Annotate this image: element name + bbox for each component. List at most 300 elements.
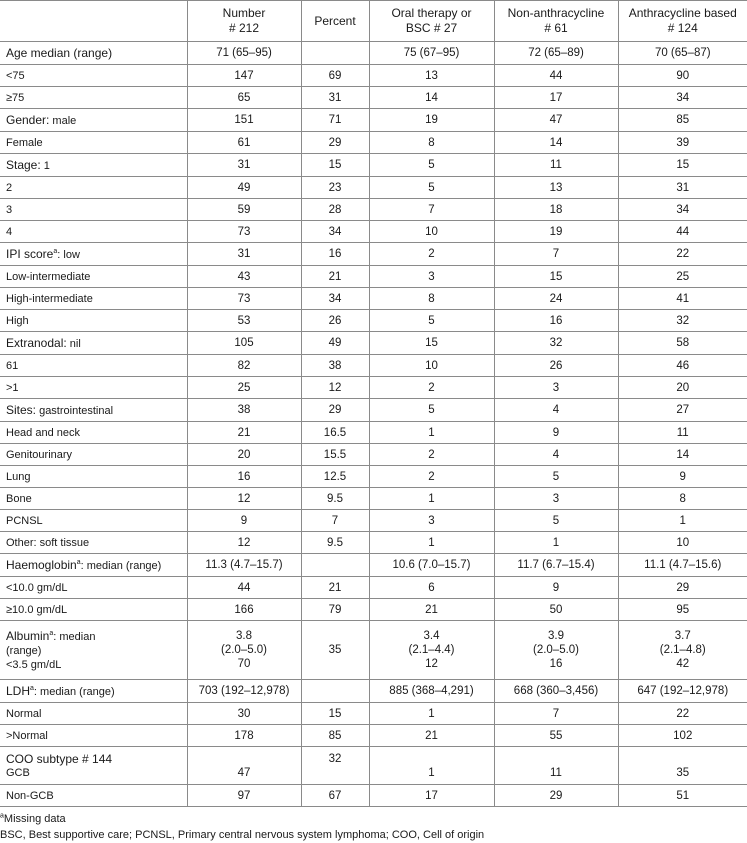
table-cell-line bbox=[501, 752, 612, 766]
table-cell: 55 bbox=[494, 725, 618, 747]
table-cell: 14 bbox=[369, 87, 494, 109]
table-cell: 5 bbox=[369, 177, 494, 199]
table-cell: 151 bbox=[187, 109, 301, 132]
table-header bbox=[0, 1, 747, 42]
table-cell: 79 bbox=[301, 599, 369, 621]
table-row-albumin bbox=[0, 621, 747, 680]
table-row bbox=[0, 177, 747, 199]
row-label-major: IPI score bbox=[6, 246, 54, 261]
table-cell-line: 70 bbox=[237, 658, 251, 670]
table-cell: 61 bbox=[187, 132, 301, 154]
row-label-minor: : median bbox=[53, 630, 96, 643]
row-label-minor: Lung bbox=[6, 470, 31, 483]
table-cell: 65 bbox=[187, 87, 301, 109]
table-cell: 34 bbox=[618, 199, 747, 221]
table-cell: 9 bbox=[187, 510, 301, 532]
row-label-minor: 4 bbox=[6, 225, 13, 238]
table-cell: 7 bbox=[494, 703, 618, 725]
row-label bbox=[0, 377, 187, 399]
row-label bbox=[0, 466, 187, 488]
table-cell: 668 (360–3,456) bbox=[494, 680, 618, 703]
row-label-major: Haemoglobin bbox=[6, 557, 77, 572]
table-cell: 29 bbox=[618, 577, 747, 599]
row-label bbox=[0, 680, 187, 703]
row-label bbox=[0, 266, 187, 288]
row-label-minor: ≥75 bbox=[6, 91, 25, 104]
row-label-minor: <10.0 gm/dL bbox=[6, 581, 68, 594]
table-row bbox=[0, 466, 747, 488]
table-cell bbox=[301, 554, 369, 577]
table-cell: 34 bbox=[301, 288, 369, 310]
row-label-minor: Non-GCB bbox=[6, 789, 54, 802]
table-cell: 34 bbox=[301, 221, 369, 243]
row-label-line bbox=[6, 629, 181, 644]
table-cell-line: 1 bbox=[428, 766, 435, 779]
row-label bbox=[0, 599, 187, 621]
footnote-marker: a bbox=[0, 812, 4, 820]
table-cell bbox=[301, 621, 369, 680]
table-row bbox=[0, 199, 747, 221]
table-cell: 9.5 bbox=[301, 488, 369, 510]
table-cell: 51 bbox=[618, 785, 747, 807]
table-cell: 12 bbox=[187, 532, 301, 554]
table-cell: 166 bbox=[187, 599, 301, 621]
table-cell: 1 bbox=[369, 703, 494, 725]
table-row bbox=[0, 725, 747, 747]
table-cell: 58 bbox=[618, 332, 747, 355]
table-row bbox=[0, 444, 747, 466]
row-label-minor: 61 bbox=[6, 359, 19, 372]
table-cell: 8 bbox=[369, 132, 494, 154]
row-label bbox=[0, 42, 187, 65]
column-header-line: BSC # 27 bbox=[405, 21, 458, 35]
row-label bbox=[0, 199, 187, 221]
table-cell: 11.3 (4.7–15.7) bbox=[187, 554, 301, 577]
table-row bbox=[0, 577, 747, 599]
table-cell-line: (2.1–4.4) bbox=[408, 644, 455, 656]
table-cell: 178 bbox=[187, 725, 301, 747]
row-label-line: <3.5 gm/dL bbox=[6, 658, 62, 671]
table-cell-line: 47 bbox=[237, 766, 251, 779]
table-cell: 90 bbox=[618, 65, 747, 87]
table-cell: 15 bbox=[369, 332, 494, 355]
table-cell bbox=[369, 621, 494, 680]
table-cell: 38 bbox=[187, 399, 301, 422]
table-cell-line: 3.4 bbox=[423, 630, 440, 642]
column-header-line: # 124 bbox=[667, 21, 698, 35]
footnote-marker: a bbox=[49, 629, 54, 637]
row-label bbox=[0, 132, 187, 154]
table-cell: 24 bbox=[494, 288, 618, 310]
row-label-major: Albumin bbox=[6, 628, 50, 643]
table-cell: 10 bbox=[369, 221, 494, 243]
table-row bbox=[0, 377, 747, 399]
table-row bbox=[0, 154, 747, 177]
table-row bbox=[0, 599, 747, 621]
table-row bbox=[0, 554, 747, 577]
row-label-minor: Genitourinary bbox=[6, 448, 73, 461]
table-cell: 3 bbox=[494, 377, 618, 399]
table-cell: 3 bbox=[494, 488, 618, 510]
table-cell: 5 bbox=[494, 466, 618, 488]
row-label-minor: <75 bbox=[6, 69, 25, 82]
table-row bbox=[0, 399, 747, 422]
row-label-minor: Normal bbox=[6, 707, 42, 720]
table-cell: 46 bbox=[618, 355, 747, 377]
table-cell: 29 bbox=[494, 785, 618, 807]
footnote-abbreviations: BSC, Best supportive care; PCNSL, Primary central nervous system lymphoma; COO, Cell of origin bbox=[0, 829, 485, 841]
table-cell: 72 (65–89) bbox=[494, 42, 618, 65]
table-cell: 1 bbox=[494, 532, 618, 554]
table-cell: 1 bbox=[369, 488, 494, 510]
row-label bbox=[0, 422, 187, 444]
row-label-minor: nil bbox=[66, 337, 81, 350]
table-row bbox=[0, 243, 747, 266]
table-cell: 21 bbox=[301, 266, 369, 288]
table-cell: 19 bbox=[369, 109, 494, 132]
table-cell: 20 bbox=[187, 444, 301, 466]
table-cell-line bbox=[308, 629, 363, 643]
table-cell: 21 bbox=[301, 577, 369, 599]
row-label bbox=[0, 554, 187, 577]
table-cell: 26 bbox=[494, 355, 618, 377]
table-cell: 85 bbox=[618, 109, 747, 132]
row-label-minor: Low-intermediate bbox=[6, 270, 91, 283]
table-cell: 49 bbox=[187, 177, 301, 199]
table-cell: 4 bbox=[494, 399, 618, 422]
column-header-line: Number bbox=[222, 6, 266, 20]
table-cell: 69 bbox=[301, 65, 369, 87]
table-row bbox=[0, 332, 747, 355]
table-cell: 9 bbox=[618, 466, 747, 488]
table-cell: 7 bbox=[494, 243, 618, 266]
column-header-4 bbox=[494, 1, 618, 42]
table-cell: 23 bbox=[301, 177, 369, 199]
row-label bbox=[0, 488, 187, 510]
table-cell: 2 bbox=[369, 444, 494, 466]
row-label-minor: Other: soft tissue bbox=[6, 536, 90, 549]
table-cell: 105 bbox=[187, 332, 301, 355]
table-cell: 147 bbox=[187, 65, 301, 87]
table-cell-line: 35 bbox=[676, 766, 690, 779]
table-cell: 44 bbox=[618, 221, 747, 243]
table-cell: 31 bbox=[618, 177, 747, 199]
row-label-minor: male bbox=[49, 114, 77, 127]
table-row bbox=[0, 355, 747, 377]
table-cell: 1 bbox=[369, 532, 494, 554]
row-label-minor: : median (range) bbox=[33, 685, 115, 698]
footnote-missing-data bbox=[0, 811, 747, 827]
table-cell: 13 bbox=[494, 177, 618, 199]
row-label-major: Stage: bbox=[6, 157, 41, 172]
table-cell: 16.5 bbox=[301, 422, 369, 444]
row-label bbox=[0, 725, 187, 747]
column-header-3 bbox=[369, 1, 494, 42]
table-cell: 647 (192–12,978) bbox=[618, 680, 747, 703]
row-label-major: COO subtype # 144 bbox=[6, 751, 113, 766]
row-label-minor: Bone bbox=[6, 492, 32, 505]
table-cell: 31 bbox=[187, 243, 301, 266]
table-cell: 75 (67–95) bbox=[369, 42, 494, 65]
table-cell: 32 bbox=[618, 310, 747, 332]
table-cell-line: 42 bbox=[676, 658, 690, 670]
row-label bbox=[0, 399, 187, 422]
table-cell: 5 bbox=[369, 399, 494, 422]
table-cell: 10 bbox=[369, 355, 494, 377]
column-header-1 bbox=[187, 1, 301, 42]
table-cell: 43 bbox=[187, 266, 301, 288]
table-cell: 14 bbox=[618, 444, 747, 466]
row-label-major: Age median (range) bbox=[6, 45, 113, 60]
table-cell: 17 bbox=[494, 87, 618, 109]
row-label bbox=[0, 577, 187, 599]
table-cell: 73 bbox=[187, 221, 301, 243]
table-cell: 102 bbox=[618, 725, 747, 747]
table-cell: 2 bbox=[369, 243, 494, 266]
row-label bbox=[0, 87, 187, 109]
column-header-line: # 212 bbox=[228, 21, 260, 35]
table-cell-line: (2.0–5.0) bbox=[532, 644, 580, 656]
row-label-minor: Head and neck bbox=[6, 426, 80, 439]
column-header-line: Oral therapy or bbox=[391, 6, 472, 20]
row-label-minor: 3 bbox=[6, 203, 13, 216]
row-label-minor: PCNSL bbox=[6, 514, 43, 527]
table-cell: 9.5 bbox=[301, 532, 369, 554]
table-cell: 885 (368–4,291) bbox=[369, 680, 494, 703]
table-cell: 15 bbox=[494, 266, 618, 288]
table-cell-line: (2.0–5.0) bbox=[220, 644, 268, 656]
row-label bbox=[0, 747, 187, 785]
table-cell-line: 16 bbox=[549, 658, 563, 670]
table-cell-line bbox=[376, 752, 488, 766]
table-cell: 5 bbox=[369, 154, 494, 177]
table-cell: 47 bbox=[494, 109, 618, 132]
table-row bbox=[0, 87, 747, 109]
table-cell: 22 bbox=[618, 243, 747, 266]
row-label-minor: : low bbox=[57, 248, 80, 261]
row-label bbox=[0, 177, 187, 199]
table-cell: 16 bbox=[187, 466, 301, 488]
table-cell: 14 bbox=[494, 132, 618, 154]
table-cell: 41 bbox=[618, 288, 747, 310]
table-cell: 30 bbox=[187, 703, 301, 725]
table-cell bbox=[301, 747, 369, 785]
row-label-minor: gastrointestinal bbox=[36, 404, 114, 417]
table-cell: 18 bbox=[494, 199, 618, 221]
row-label bbox=[0, 355, 187, 377]
table-body bbox=[0, 42, 747, 807]
row-label bbox=[0, 532, 187, 554]
table-cell: 95 bbox=[618, 599, 747, 621]
row-label-minor: Female bbox=[6, 136, 43, 149]
row-label-major: Gender: bbox=[6, 112, 50, 127]
row-label bbox=[0, 510, 187, 532]
table-row bbox=[0, 266, 747, 288]
table-cell: 17 bbox=[369, 785, 494, 807]
table-cell: 85 bbox=[301, 725, 369, 747]
table-cell: 26 bbox=[301, 310, 369, 332]
column-header-0 bbox=[0, 1, 187, 42]
table-cell: 11 bbox=[494, 154, 618, 177]
table-cell: 39 bbox=[618, 132, 747, 154]
table-cell: 38 bbox=[301, 355, 369, 377]
table-row bbox=[0, 703, 747, 725]
table-cell: 6 bbox=[369, 577, 494, 599]
column-header-line: Percent bbox=[314, 13, 356, 28]
table-row bbox=[0, 785, 747, 807]
table-cell: 97 bbox=[187, 785, 301, 807]
row-label-minor: >1 bbox=[6, 381, 19, 394]
table-cell: 11.7 (6.7–15.4) bbox=[494, 554, 618, 577]
table-cell bbox=[301, 680, 369, 703]
table-row bbox=[0, 488, 747, 510]
row-label-minor: ≥10.0 gm/dL bbox=[6, 603, 68, 616]
row-label-minor: >Normal bbox=[6, 729, 48, 742]
table-cell: 15 bbox=[301, 703, 369, 725]
footnote-marker: a bbox=[76, 558, 81, 566]
table-cell: 15 bbox=[618, 154, 747, 177]
table-cell: 13 bbox=[369, 65, 494, 87]
table-row bbox=[0, 42, 747, 65]
table-cell: 5 bbox=[494, 510, 618, 532]
row-label bbox=[0, 332, 187, 355]
footnote-marker: a bbox=[53, 247, 58, 255]
table-cell-line: (2.1–4.8) bbox=[659, 644, 706, 656]
row-label bbox=[0, 444, 187, 466]
table-cell: 22 bbox=[618, 703, 747, 725]
row-label bbox=[0, 109, 187, 132]
row-label-minor: GCB bbox=[6, 766, 30, 779]
table-cell: 32 bbox=[494, 332, 618, 355]
row-label-major: Sites: bbox=[6, 402, 37, 417]
row-label-major: LDH bbox=[6, 683, 31, 698]
table-cell: 82 bbox=[187, 355, 301, 377]
table-cell bbox=[187, 747, 301, 785]
table-cell: 21 bbox=[369, 599, 494, 621]
table-cell: 34 bbox=[618, 87, 747, 109]
table-cell: 19 bbox=[494, 221, 618, 243]
table-cell: 5 bbox=[369, 310, 494, 332]
row-label bbox=[0, 621, 187, 680]
table-cell: 11.1 (4.7–15.6) bbox=[618, 554, 747, 577]
table-cell: 44 bbox=[494, 65, 618, 87]
table-row bbox=[0, 288, 747, 310]
column-header-5 bbox=[618, 1, 747, 42]
table-cell-line: 3.7 bbox=[674, 630, 691, 642]
table-cell-line bbox=[308, 657, 363, 671]
table-cell: 29 bbox=[301, 132, 369, 154]
table-cell-line: 12 bbox=[425, 658, 438, 670]
footnotes bbox=[0, 811, 747, 843]
column-header-line: Anthracycline based bbox=[628, 6, 737, 20]
table-cell-line: 11 bbox=[550, 766, 562, 779]
table-row bbox=[0, 680, 747, 703]
table-cell-line bbox=[625, 752, 742, 766]
table-cell: 3 bbox=[369, 266, 494, 288]
table-cell: 12 bbox=[301, 377, 369, 399]
table-cell: 53 bbox=[187, 310, 301, 332]
table-cell-line: 35 bbox=[328, 644, 342, 656]
table-cell: 21 bbox=[369, 725, 494, 747]
table-cell: 73 bbox=[187, 288, 301, 310]
row-label bbox=[0, 785, 187, 807]
row-label-line: (range) bbox=[6, 644, 42, 657]
table-cell: 67 bbox=[301, 785, 369, 807]
table-cell: 71 (65–95) bbox=[187, 42, 301, 65]
column-header-line: # 61 bbox=[544, 21, 568, 35]
table-cell: 1 bbox=[618, 510, 747, 532]
row-label-minor: 2 bbox=[6, 181, 13, 194]
row-label-major: Extranodal: bbox=[6, 335, 67, 350]
table-cell: 8 bbox=[369, 288, 494, 310]
table-cell bbox=[618, 747, 747, 785]
table-row bbox=[0, 65, 747, 87]
table-cell bbox=[369, 747, 494, 785]
column-header-line: Non-anthracycline bbox=[507, 6, 605, 20]
table-cell: 10 bbox=[618, 532, 747, 554]
table-cell bbox=[494, 747, 618, 785]
row-label-minor: 1 bbox=[40, 159, 50, 172]
table-cell: 44 bbox=[187, 577, 301, 599]
table-cell-line: 32 bbox=[328, 752, 342, 765]
table-row-coo bbox=[0, 747, 747, 785]
table-cell-line bbox=[194, 752, 295, 766]
table-cell: 15.5 bbox=[301, 444, 369, 466]
table-cell bbox=[301, 42, 369, 65]
table-cell: 16 bbox=[301, 243, 369, 266]
table-cell bbox=[494, 621, 618, 680]
row-label bbox=[0, 221, 187, 243]
footnote-text: Missing data bbox=[3, 813, 66, 825]
table-cell: 7 bbox=[369, 199, 494, 221]
table-cell: 2 bbox=[369, 377, 494, 399]
table-cell-line: 3.9 bbox=[548, 630, 564, 642]
table-cell: 29 bbox=[301, 399, 369, 422]
table-cell: 31 bbox=[301, 87, 369, 109]
table-cell: 21 bbox=[187, 422, 301, 444]
row-label bbox=[0, 243, 187, 266]
table-cell: 1 bbox=[369, 422, 494, 444]
table-cell: 4 bbox=[494, 444, 618, 466]
header-row bbox=[0, 1, 747, 42]
table-cell: 49 bbox=[301, 332, 369, 355]
table-cell: 8 bbox=[618, 488, 747, 510]
row-label-minor: : median (range) bbox=[80, 559, 162, 572]
table-row bbox=[0, 132, 747, 154]
row-label bbox=[0, 65, 187, 87]
row-label bbox=[0, 310, 187, 332]
row-label-minor: High-intermediate bbox=[6, 292, 93, 305]
row-label bbox=[0, 703, 187, 725]
table-cell: 27 bbox=[618, 399, 747, 422]
table-cell: 2 bbox=[369, 466, 494, 488]
table-cell: 703 (192–12,978) bbox=[187, 680, 301, 703]
table-cell: 71 bbox=[301, 109, 369, 132]
table-row bbox=[0, 310, 747, 332]
row-label bbox=[0, 288, 187, 310]
table-row bbox=[0, 109, 747, 132]
table-cell: 12.5 bbox=[301, 466, 369, 488]
table-cell: 28 bbox=[301, 199, 369, 221]
table-row bbox=[0, 422, 747, 444]
table-cell-line: 3.8 bbox=[236, 630, 252, 642]
table-cell: 11 bbox=[618, 422, 747, 444]
table-cell: 70 (65–87) bbox=[618, 42, 747, 65]
table-cell: 15 bbox=[301, 154, 369, 177]
table-cell-line bbox=[308, 766, 363, 780]
table-row bbox=[0, 510, 747, 532]
table-cell: 16 bbox=[494, 310, 618, 332]
